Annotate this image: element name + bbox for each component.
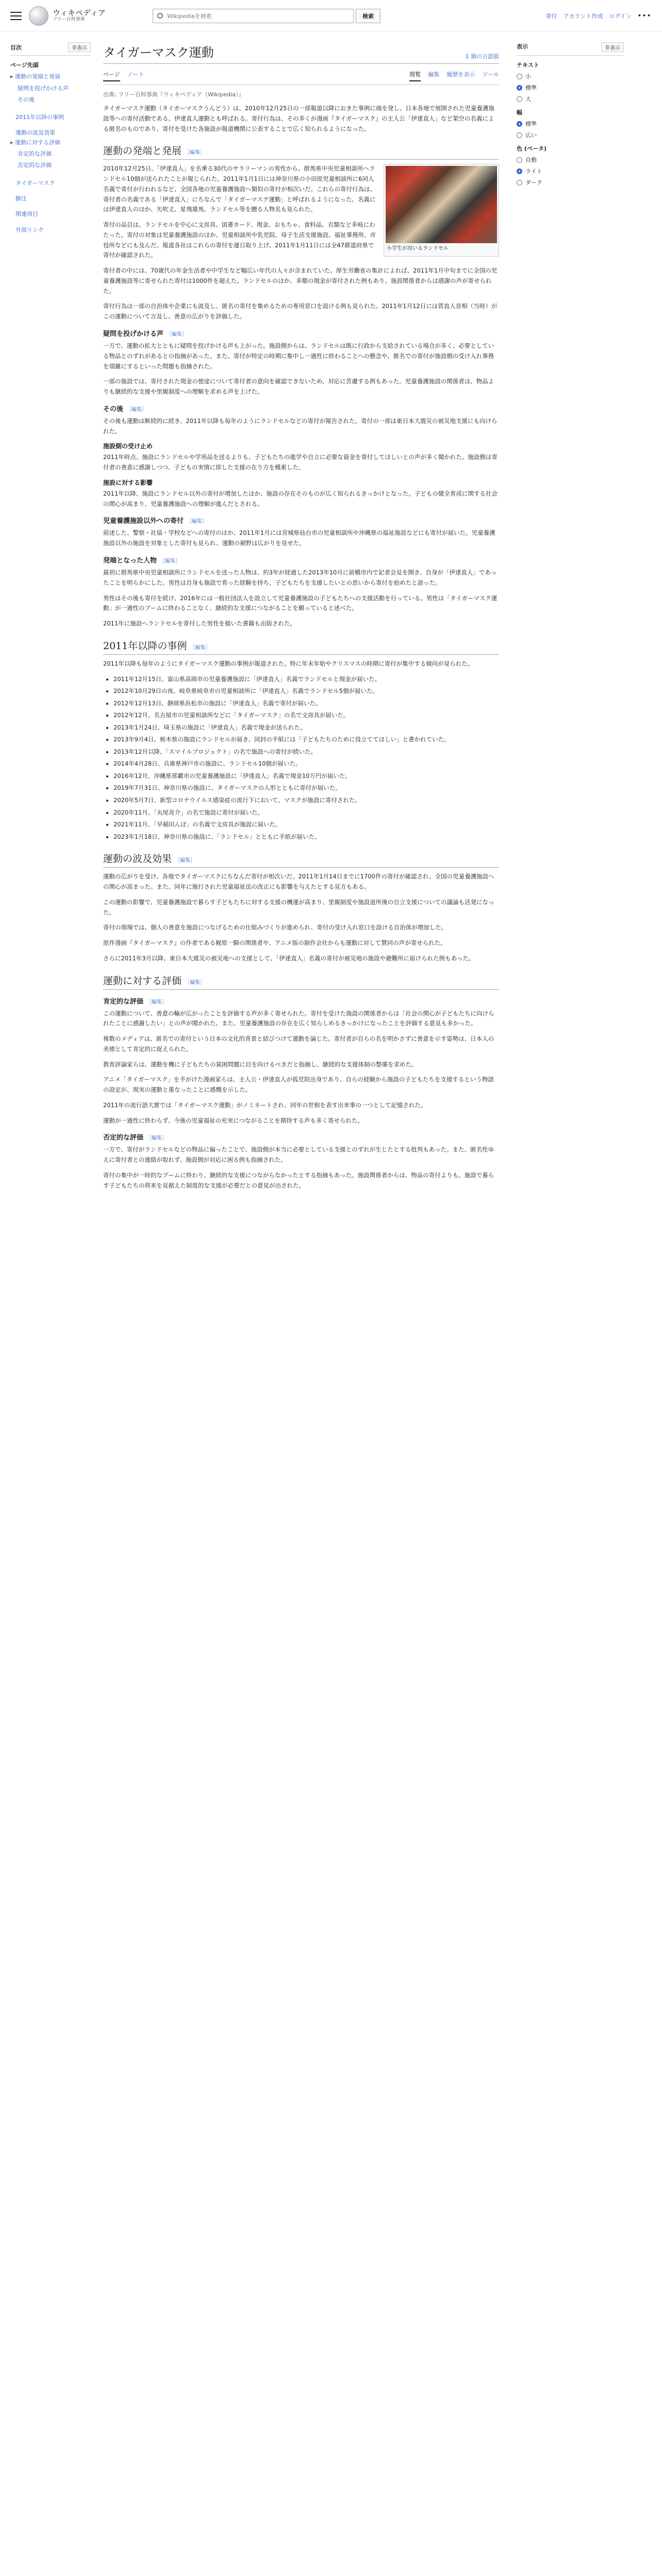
list-item: • 2020年5月7日、新型コロナウイルス感染症の流行下において、マスクが施設に寄付された。 (113, 795, 499, 806)
subsection-heading (103, 515, 499, 525)
tab-tools[interactable]: ツール (482, 71, 499, 78)
radio-button-icon[interactable] (517, 132, 522, 138)
toc-item[interactable]: 疑問を投げかける声 (18, 84, 69, 92)
color-option-label: ダーク (525, 179, 542, 186)
more-options-icon[interactable]: ••• (637, 12, 652, 19)
article-source-line: 出典: フリー百科事典『ウィキペディア（Wikipedia）』 (103, 91, 244, 98)
section-title: 運動の波及効果 (103, 853, 172, 865)
paragraph: 寄付の品目は、ランドセルを中心に文房具、図書カード、現金、おもちゃ、食料品、衣類など多岐にわたった。寄付の対象は児童養護施設のほか、児童相談所や乳児院、母子生活支援施設、福祉事務所、市役所などにも及んだ。報道各社はこれらの寄付を連日取り上げ、2011年1月11日には全47都道府県で寄付が確認された。 (103, 221, 376, 259)
subsection-heading (103, 996, 499, 1006)
logo-subtitle: フリー百科事典 (53, 16, 85, 22)
radio-button-icon[interactable] (517, 74, 522, 79)
text-size-option-label: 標準 (525, 84, 537, 91)
width-option-label: 標準 (525, 121, 537, 127)
toc-item[interactable]: タイガーマスク (15, 179, 55, 187)
search-button[interactable]: 検索 (356, 9, 380, 23)
thumbnail-caption: 小学生が用いるランドセル (387, 246, 449, 252)
paragraph: 2011年に施設へランドセルを寄付した男性を描いた書籍も出版された。 (103, 620, 296, 628)
section-heading (103, 638, 499, 655)
toc-item[interactable]: ページ先頭 (10, 62, 39, 69)
edit-section-link[interactable]: ［編集］ (146, 1136, 168, 1142)
paragraph: その後も運動は断続的に続き、2011年以降も毎年のようにランドセルなどの寄付が報告された。寄付の一部は東日本大震災の被災地支援にも向けられた。 (103, 417, 498, 435)
tab-history[interactable]: 履歴を表示 (446, 71, 475, 78)
appearance-hide-button[interactable]: 非表示 (601, 42, 624, 52)
text-size-option-label: 大 (525, 96, 531, 103)
color-label: 色 (ベータ) (517, 145, 547, 152)
radio-button-icon[interactable] (517, 96, 522, 102)
paragraph: 2011年以降も毎年のようにタイガーマスク運動の事例が報道された。特に年末年始やクリスマスの時期に寄付が集中する傾向が見られた。 (103, 659, 474, 667)
list-item: • 2011年12月15日、富山県高岡市の児童養護施設に「伊達直人」名義でランドセルと現金が届いた。 (113, 674, 499, 685)
paragraph: 一方で、寄付がランドセルなどの物品に偏ったことで、施設側が本当に必要としている支援とのずれが生じたとする批判もあった。また、匿名性ゆえに寄付者との連絡が取れず、施設側が対応に困る例も指摘された。 (103, 1146, 494, 1164)
radio-button-icon[interactable] (517, 121, 522, 127)
minor-heading: 施設に対する影響 (103, 479, 153, 486)
donate-link[interactable]: 寄付 (545, 12, 557, 20)
edit-section-link[interactable]: ［編集］ (146, 999, 168, 1005)
width-radio[interactable] (517, 131, 624, 139)
paragraph: 原作漫画『タイガーマスク』の作者である梶原一騎の関係者や、アニメ版の制作会社からも運動に対して賛同の声が寄せられた。 (103, 939, 446, 947)
toc-hide-button[interactable]: 非表示 (68, 42, 91, 52)
section-heading (103, 143, 499, 160)
subsection-title: 疑問を投げかける声 (103, 330, 164, 338)
paragraph: 前述した、警察・社協・学校などへの寄付のほか、2011年1月には宮城県仙台市の児童相談所や沖縄県の福祉施設などにも寄付が届いた。児童養護施設以外の施設を対象とした寄付も見られ、運動の裾野は広がりを見せた。 (103, 529, 495, 547)
color-option-label: 自動 (525, 157, 537, 163)
subsection-title: 否定的な評価 (103, 1134, 144, 1142)
list-item: • 2013年1月24日、埼玉県の施設に「伊達直人」名義で現金が送られた。 (113, 723, 499, 733)
list-item: • 2014年4月28日、兵庫県神戸市の施設に、ランドセル10個が届いた。 (113, 759, 499, 769)
width-option-label: 広い (525, 132, 537, 139)
subsection-heading (103, 1132, 499, 1142)
paragraph: 複数のメディアは、匿名での寄付という日本の文化的背景と結びつけて運動を論じた。寄付者が自らの名を明かさずに善意を示す姿勢は、日本人の美徳として肯定的に捉えられた。 (103, 1035, 494, 1053)
edit-section-link[interactable]: ［編集］ (126, 406, 147, 413)
subsection-heading (103, 328, 499, 338)
paragraph: 寄付の現場では、個人の善意を施設につなげるための仕組みづくりが進められ、寄付の受け入れ窓口を設ける自治体が増加した。 (103, 924, 448, 931)
toc-item[interactable]: ▸ 運動に対する評価 (10, 137, 91, 148)
list-item: • 2013年9月4日、栃木県の施設にランドセルが届き、同封の手紙には「子どもたちのために役立ててほしい」と書かれていた。 (113, 735, 499, 745)
edit-section-link[interactable]: ［編集］ (185, 979, 206, 986)
section-title: 運動に対する評価 (103, 975, 182, 987)
toc-item[interactable]: ▸ 運動の発端と発展 (10, 71, 91, 82)
paragraph: さらに2011年3月以降、東日本大震災の被災地への支援として、「伊達直人」名義の寄付が被災地の施設や避難所に届けられた例もあった。 (103, 954, 475, 962)
color-radio[interactable] (517, 178, 624, 187)
paragraph: 2011年以降、施設にランドセル以外の寄付が増加したほか、施設の存在そのものが広く知られるきっかけとなった。子どもの健全育成に関する社会の関心が高まり、児童養護施設への理解が進んだとされる。 (103, 489, 498, 507)
edit-section-link[interactable]: ［編集］ (187, 519, 208, 525)
site-header (0, 0, 662, 32)
list-item: • 2013年12月以降、「スマイルプロジェクト」の名で施設への寄付が続いた。 (113, 747, 499, 757)
appearance-title: 表示 (517, 43, 528, 50)
edit-section-link[interactable]: ［編集］ (167, 332, 188, 338)
paragraph: この運動について、善意の輪が広がったことを評価する声が多く寄せられた。寄付を受けた施設の関係者からは「社会の関心が子どもたちに向けられたことに感謝したい」との声が聞かれた。また、児童養護施設の存在を広く知らしめるきっかけになったことを評価する意見も多かった。 (103, 1009, 494, 1027)
text-size-radio[interactable] (517, 83, 624, 92)
subsection-heading (103, 403, 499, 413)
events-list (113, 674, 499, 842)
tab-page[interactable]: ページ (103, 70, 120, 81)
tab-read[interactable]: 閲覧 (409, 70, 421, 81)
logo-title: ウィキペディア (53, 8, 106, 18)
subsection-title: その後 (103, 405, 124, 413)
radio-button-icon[interactable] (517, 157, 522, 163)
toc-title: 目次 (10, 44, 22, 51)
edit-section-link[interactable]: ［編集］ (185, 150, 206, 156)
wikipedia-globe-icon (29, 6, 48, 26)
width-label: 幅 (517, 109, 522, 116)
tab-edit[interactable]: 編集 (428, 71, 440, 78)
paragraph: 運動の広がりを受け、各地でタイガーマスクにちなんだ寄付が相次いだ。2011年1月14日までに1700件の寄付が確認され、全国の児童養護施設への関心が高まった。また、同年に施行された児童福祉法の改正にも影響を与えたとする見方もある。 (103, 873, 494, 890)
text-size-label: テキスト (517, 62, 539, 69)
text-size-radio[interactable] (517, 95, 624, 103)
search-form (153, 9, 380, 23)
radio-button-icon[interactable] (517, 180, 522, 185)
paragraph: 2011年時点、施設にランドセルや学用品を送るよりも、子どもたちの進学や自立に必要な資金を寄付してほしいとの声が多く聞かれた。施設側は寄付者の善意に感謝しつつ、子どもの実情に即した支援の在り方を模索した。 (103, 453, 498, 471)
subsection-title: 肯定的な評価 (103, 997, 144, 1006)
edit-section-link[interactable]: ［編集］ (160, 558, 181, 564)
section-heading (103, 851, 499, 868)
section-heading (103, 973, 499, 990)
list-item: • 2020年11月、「丸尾亮介」の名で施設に寄付が届いた。 (113, 808, 499, 818)
appearance-panel (510, 32, 634, 1196)
paragraph: 一部の施設では、寄付された現金の使途について寄付者の意向を確認できないため、対応に苦慮する例もあった。児童養護施設の関係者は、物品よりも継続的な支援や里親制度への理解を求める声を上げた。 (103, 378, 494, 396)
edit-section-link[interactable]: ［編集］ (190, 645, 211, 651)
edit-section-link[interactable]: ［編集］ (175, 858, 196, 864)
list-item: • 2023年1月18日、神奈川県の施設に、「ランドセル」とともに手紙が届いた。 (113, 832, 499, 842)
paragraph: 運動が一過性に終わらず、今後の児童福祉の充実につながることを期待する声も多く寄せられた。 (103, 1116, 363, 1124)
paragraph: 2011年の流行語大賞では「タイガーマスク運動」がノミネートされ、同年の世相を表す出来事の一つとして記憶された。 (103, 1101, 427, 1109)
search-icon (157, 13, 163, 19)
toc-item[interactable]: 外部リンク (15, 226, 44, 233)
site-logo[interactable] (29, 6, 142, 26)
toc-item[interactable]: 否定的な評価 (18, 162, 52, 169)
list-item: • 2016年12月、沖縄県那覇市の児童養護施設に「伊達直人」名義で現金10万円が届いた。 (113, 771, 499, 782)
login-link[interactable]: ログイン (609, 12, 632, 20)
paragraph: アニメ「タイガーマスク」を手がけた漫画家らは、主人公・伊達直人が孤児院出身であり、自らの経験から施設の子どもたちを支援するという物語の設定が、現実の運動と重なったことに感慨を示した。 (103, 1076, 494, 1094)
article-content (98, 32, 510, 1196)
subsection-title: 発端となった人物 (103, 556, 157, 565)
subsection-title: 児童養護施設以外への寄付 (103, 517, 184, 526)
article-title: タイガーマスク運動 (103, 45, 214, 60)
minor-heading: 施設側の受け止め (103, 443, 153, 450)
intro-paragraph: タイガーマスク運動（タイガーマスクうんどう）は、2010年12月25日の一部報道以降におきた事例に端を発し、日本各地で展開された児童養護施設等への寄付活動である。伊達直人運動とも呼ばれる。寄付行為は、その多くが漫画『タイガーマスク』の主人公「伊達直人」など架空の名義による匿名のものであり、寄付を受けた各施設が報道機関に公表することで広く知られるようになった。 (103, 105, 494, 132)
search-input[interactable] (153, 9, 354, 23)
paragraph: 2010年12月25日、「伊達直人」を名乗る30代のサラリーマンの男性から、群馬県中央児童相談所へランドセル10個が送られたことが報じられた。2011年1月1日には神奈川県の小田原児童相談所に6同人名義で寄付が行われるなど、全国各地の児童養護施設へ類似の寄付が相次いだ。これらの寄付行為は、寄付者の名義である「伊達直人」にちなんで「タイガーマスク運動」と呼ばれるようになった。名義には伊達直人のほか、矢吹丈、星飛雄馬、ランドセル等を贈る人物名も見られた。 (103, 165, 376, 213)
toc-item[interactable]: 肯定的な評価 (18, 150, 52, 158)
list-item: • 2012年12月13日、静岡県浜松市の施設に「伊達直人」名義で寄付が届いた。 (113, 699, 499, 709)
toc-item[interactable]: 運動の波及効果 (15, 129, 55, 137)
color-radio[interactable] (517, 156, 624, 164)
width-radio[interactable] (517, 120, 624, 128)
toc-item[interactable]: 関連項目 (15, 211, 38, 218)
randoseru-image[interactable] (386, 166, 497, 243)
toc-item[interactable]: 脚注 (15, 195, 27, 202)
create-account-link[interactable]: アカウント作成 (563, 12, 603, 20)
search-placeholder: Wikipediaを検索 (167, 12, 212, 20)
paragraph: 男性はその後も寄付を続け、2016年には一般社団法人を設立して児童養護施設の子どもたちへの支援活動を行っている。男性は「タイガーマスク運動」が一過性のブームに終わることなく、継続的な支援につながることを願っていると述べた。 (103, 594, 498, 612)
list-item: • 2012年12月、名古屋市の児童相談所などに「タイガーマスク」の名で文房具が届いた。 (113, 710, 499, 721)
color-option-label: ライト (525, 168, 542, 175)
radio-button-icon[interactable] (517, 168, 522, 174)
paragraph: 寄付者の中には、70歳代の年金生活者や中学生など幅広い年代の人々が含まれていた。厚生労働省の集計によれば、2011年1月中旬までに全国の児童養護施設等に寄せられた寄付は1000件を超えた。ランドセルのほか、多額の現金が寄付された例もあり、施設関係者からは感謝の声が寄せられた。 (103, 267, 498, 295)
radio-button-icon[interactable] (517, 85, 522, 91)
subsection-heading (103, 555, 499, 565)
list-item: • 2021年11月、「早稲田んぼ」の名義で文房具が施設に届いた。 (113, 820, 499, 830)
text-size-option-label: 小 (525, 73, 531, 80)
paragraph: 教育評論家らは、運動を機に子どもたちの貧困問題に目を向けるべきだと指摘し、継続的な支援体制の整備を求めた。 (103, 1060, 418, 1068)
text-size-radio[interactable] (517, 72, 624, 80)
section-title: 2011年以降の事例 (103, 640, 187, 652)
main-menu-icon[interactable] (10, 12, 22, 20)
page-title (103, 42, 499, 64)
user-links (546, 12, 652, 20)
toc-item[interactable]: 2011年以降の事例 (15, 114, 64, 121)
section-title: 運動の発端と発展 (103, 145, 182, 157)
toc-item[interactable]: その後 (18, 96, 35, 103)
table-of-contents (0, 32, 98, 1196)
paragraph: 最初に群馬県中央児童相談所にランドセルを送った人物は、約3年が経過した2013年10月に前橋市内で記者会見を開き、自身が「伊達直人」であったことを明らかにした。男性は自身も施設で育った経験を持ち、子どもたちを支援したいとの思いから寄付を始めたと語った。 (103, 568, 497, 586)
paragraph: 寄付行為は一部の自治体や企業にも波及し、匿名の寄付を集めるための専用窓口を設ける例も見られた。2011年1月12日には菅直人首相（当時）がこの運動について言及し、善意の広がりを評価した。 (103, 302, 498, 320)
list-item: • 2012年10月29日の夜、岐阜県岐阜市の児童相談所に「伊達直人」名義でランドセル5個が届いた。 (113, 686, 499, 697)
paragraph: 寄付の集中が一時的なブームに終わり、継続的な支援につながらなかったとする指摘もあった。施設関係者からは、物品の寄付よりも、施設で暮らす子どもたちの将来を見据えた制度的な支援が必要だとの意見が出された。 (103, 1172, 494, 1189)
tab-talk[interactable]: ノート (127, 71, 144, 78)
paragraph: この運動の影響で、児童養護施設で暮らす子どもたちに対する支援の機運が高まり、里親制度や施設退所後の自立支援についての議論も活発になった。 (103, 898, 494, 916)
language-button[interactable]: 1 個の言語版 (465, 53, 499, 60)
thumbnail-figure (384, 164, 499, 257)
paragraph: 一方で、運動の拡大とともに疑問を投げかける声も上がった。施設側からは、ランドセルは既に行政から支給されている場合が多く、必要としている物品とのずれがあるとの指摘があった。また、寄付が特定の時期に集中し一過性に終わることへの懸念や、匿名での寄付が施設側の受け入れ事務を煩雑にするといった問題も指摘された。 (103, 342, 494, 370)
list-item: • 2019年7月31日、神奈川県の施設に、タイガーマスクの人形とともに寄付が届いた。 (113, 783, 499, 793)
page-tabs (103, 67, 499, 85)
color-radio[interactable] (517, 167, 624, 175)
